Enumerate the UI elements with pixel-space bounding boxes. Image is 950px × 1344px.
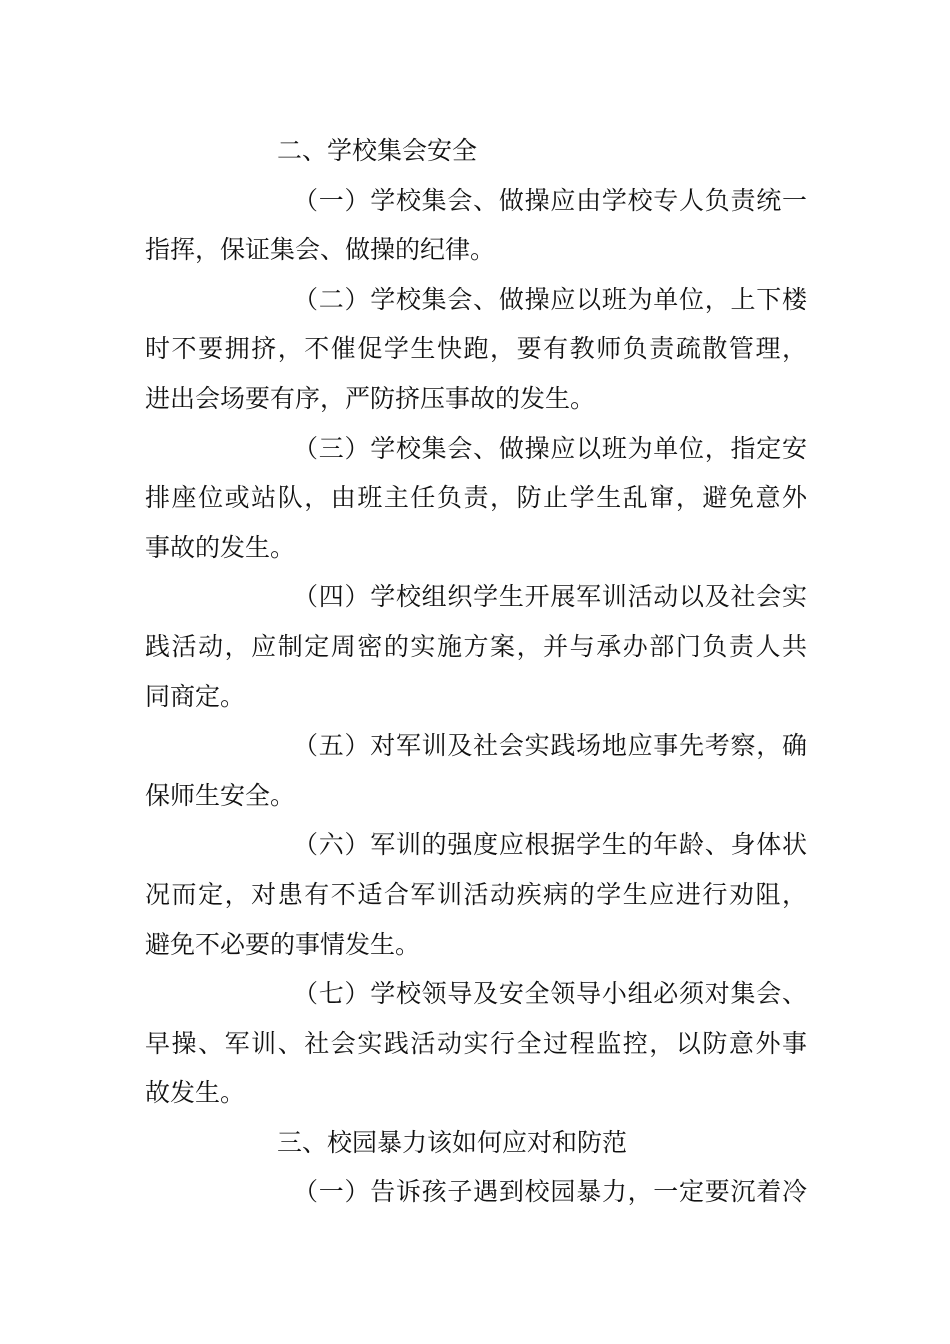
paragraph-line: 排座位或站队，由班主任负责，防止学生乱窜，避免意外 (145, 483, 807, 513)
paragraph-line: （六）军训的强度应根据学生的年龄、身体状 (293, 830, 807, 860)
section-heading: 三、校园暴力该如何应对和防范 (277, 1127, 628, 1157)
paragraph-line: 同商定。 (145, 681, 246, 711)
paragraph-line: 避免不必要的事情发生。 (145, 929, 421, 959)
document-body (145, 126, 807, 1217)
paragraph-line: 践活动，应制定周密的实施方案，并与承办部门负责人共 (145, 631, 807, 661)
paragraph-line: （七）学校领导及安全领导小组必须对集会、 (293, 979, 807, 1009)
paragraph-line: 早操、军训、社会实践活动实行全过程监控，以防意外事 (145, 1028, 807, 1058)
paragraph-line: （二）学校集会、做操应以班为单位，上下楼 (293, 284, 807, 314)
paragraph-line: （一）告诉孩子遇到校园暴力，一定要沉着冷 (293, 1177, 807, 1207)
paragraph-line: （五）对军训及社会实践场地应事先考察，确 (293, 731, 807, 761)
paragraph-line: （四）学校组织学生开展军训活动以及社会实 (293, 582, 807, 612)
paragraph-line: 保师生安全。 (145, 780, 296, 810)
paragraph-line: 事故的发生。 (145, 532, 296, 562)
paragraph-line: 进出会场要有序，严防挤压事故的发生。 (145, 383, 596, 413)
paragraph-line: 况而定，对患有不适合军训活动疾病的学生应进行劝阻， (145, 879, 807, 909)
paragraph-line: （三）学校集会、做操应以班为单位，指定安 (293, 433, 807, 463)
paragraph-line: （一）学校集会、做操应由学校专人负责统一 (293, 185, 807, 215)
section-heading: 二、学校集会安全 (277, 136, 478, 165)
paragraph-line: 时不要拥挤，不催促学生快跑，要有教师负责疏散管理， (145, 334, 807, 364)
paragraph-line: 故发生。 (145, 1078, 246, 1108)
paragraph-line: 指挥，保证集会、做操的纪律。 (145, 235, 496, 265)
